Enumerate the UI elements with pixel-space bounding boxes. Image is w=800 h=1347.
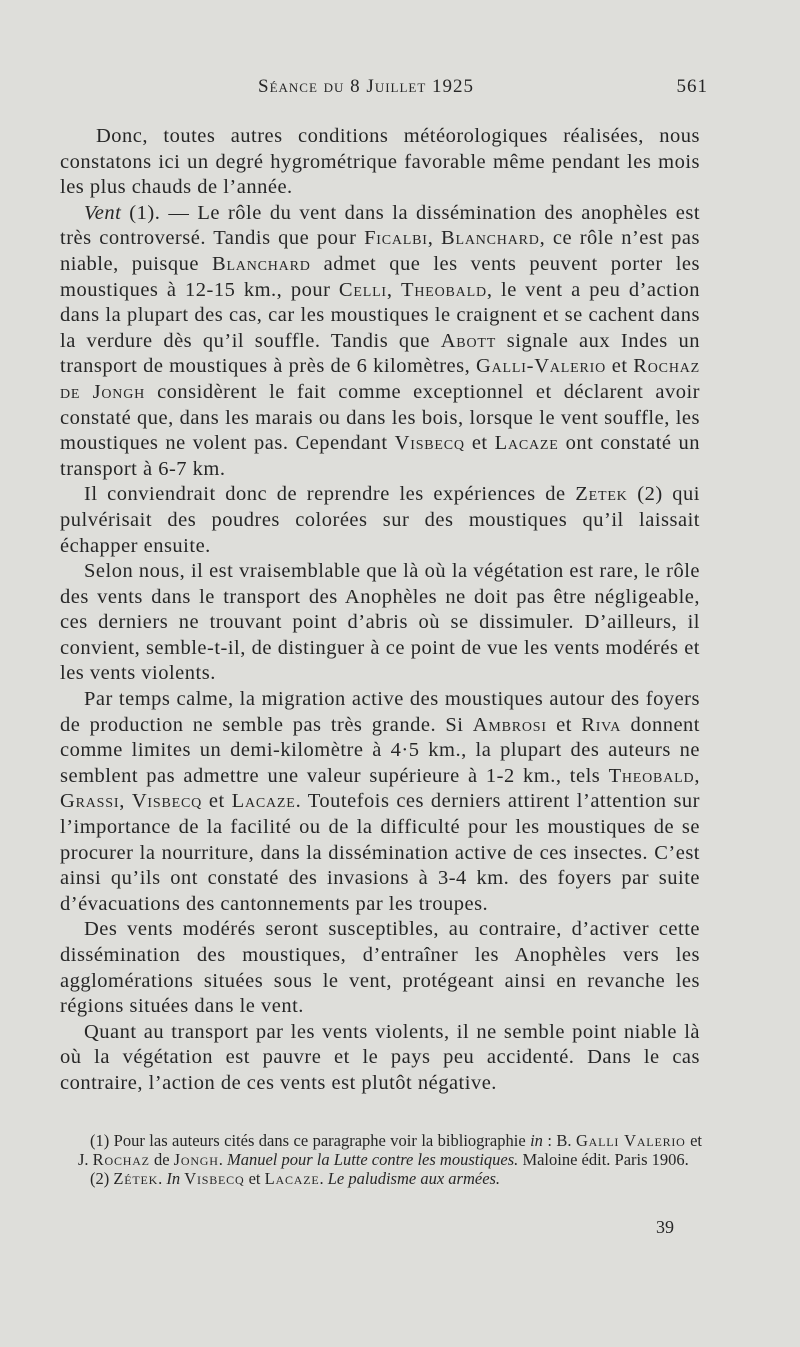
paragraph-3	[60, 482, 700, 559]
footnote-2	[78, 1169, 702, 1188]
paragraph-4: Selon nous, il est vraisemblable que là où la végétation est rare, le rôle des vents dans le transport des Anophèles ne doit pas être négligeable, ces derniers ne trouvant point d’abris où se dissimuler. D’ailleurs, il convient, semble-t-il, de distinguer à ce point de vue les vents modérés et les vents violents.	[60, 560, 700, 685]
text-run: et	[546, 713, 582, 736]
text-run: de	[149, 1150, 174, 1169]
text-run: signale aux Indes un transport de moustiques à près de 6 kilomètres,	[60, 329, 700, 378]
author-name: Visbecq	[394, 432, 465, 455]
text-run: ,	[119, 790, 132, 813]
author-name: Ambrosi	[472, 713, 547, 736]
text-run: , ce rôle n’est pas niable, puisque	[60, 227, 701, 275]
text-run: Par temps calme, la migration active des moustiques autour des foyers de production ne semble pas très grande. Si	[60, 688, 700, 736]
author-name: Galli-Valerio	[475, 355, 607, 378]
author-name: Galli Valerio	[575, 1131, 686, 1150]
text-run: .	[158, 1169, 167, 1188]
text-run: ,	[427, 227, 442, 250]
author-name: Blanchard	[441, 227, 540, 250]
text-run: Il conviendrait donc de reprendre les expériences de	[84, 483, 576, 506]
author-name: Ficalbi	[364, 227, 428, 250]
paragraph-7: Quant au transport par les vents violents, il ne semble point niable là où la végétation est pauvre et le pays peu accidenté. Dans le cas contraire, l’action de ces vents est plutôt négative.	[60, 1020, 700, 1094]
text-run: ont constaté un transport à 6-7 km.	[60, 432, 700, 480]
author-name: Lacaze	[264, 1169, 320, 1188]
author-name: Blanchard	[211, 252, 311, 275]
header-title: Séance du 8 Juillet 1925	[258, 76, 475, 97]
author-name: Abott	[440, 329, 497, 352]
text-run: donnent comme limites un demi-kilomètre à 4·5 km., la plupart des auteurs ne semblent pas admettre une valeur supérieure à 1-2 km., tels	[60, 713, 700, 787]
author-name: Theobald	[401, 278, 487, 301]
text-run: ,	[386, 278, 402, 301]
text-run: considèrent le fait comme exceptionnel et déclarent avoir constaté que, dans les marais ou dans les bois, lorsque le vent souffle, les moustiques ne volent pas. Cependant	[60, 380, 701, 455]
text-run: . Toutefois ces derniers attirent l’attention sur l’importance de la facilité ou de la difficulté pour les moustiques de se procurer la nourriture, dans la dissémination active de ces insectes. C’est ainsi qu’ils ont constaté des invasions à 3-4 km. des foyers par suite d’évacuations des cantonnements par les troupes.	[60, 790, 701, 915]
author-name: Zetek	[575, 483, 628, 506]
book-title: Le paludisme aux armées.	[327, 1169, 501, 1188]
section-heading: Vent	[84, 201, 122, 224]
author-name: Rochaz de Jongh	[60, 355, 700, 403]
author-name: Rochaz	[92, 1150, 150, 1169]
paragraph-2	[60, 201, 700, 483]
body-text	[60, 124, 700, 1097]
text-run: .	[319, 1169, 328, 1188]
signature-mark: 39	[656, 1217, 674, 1237]
author-name: Visbecq	[184, 1169, 245, 1188]
text-run: .	[218, 1150, 227, 1169]
author-name: Zétek	[113, 1169, 159, 1188]
text-run: et	[244, 1169, 265, 1188]
author-name: Celli	[338, 278, 387, 301]
text-run: (1) Pour las auteurs cités dans ce paragraphe voir la bibliographie	[90, 1131, 531, 1150]
text-run: (2)	[90, 1169, 114, 1188]
text-run: ,	[694, 764, 700, 787]
paragraph-6: Des vents modérés seront susceptibles, au contraire, d’activer cette dissémination des moustiques, d’entraîner les Anophèles vers les agglomérations situées sous le vent, protégeant ainsi en revanche les régions situées dans le vent.	[60, 918, 700, 1018]
paragraph-1: Donc, toutes autres conditions météorologiques réalisées, nous constatons ici un degré hygrométrique favorable même pendant les mois les plus chauds de l’année.	[60, 125, 700, 199]
text-run: Maloine édit. Paris 1906.	[518, 1150, 689, 1169]
author-name: Riva	[581, 713, 622, 736]
text-run: admet que les vents peuvent porter les moustiques à 12-15 km., pour	[60, 252, 700, 301]
text-run: — Le rôle du vent dans la dissémination des anophèles est très controversé. Tandis que pour	[60, 201, 701, 250]
text-run: et J.	[78, 1131, 702, 1169]
author-name: Visbecq	[131, 790, 203, 813]
author-name: Grassi	[60, 790, 120, 813]
author-name: Lacaze	[231, 790, 296, 813]
italic-in: In	[166, 1169, 181, 1188]
footnote-ref: (1).	[121, 201, 161, 224]
footnote-1	[78, 1131, 702, 1169]
text-run: , le vent a peu d’action dans la plupart des cas, car les moustiques le craignent et se cachent dans la verdure dès qu’il souffle. Tandis que	[60, 278, 701, 352]
text-run: : B.	[542, 1131, 576, 1150]
author-name: Lacaze	[494, 432, 559, 455]
text-run: et	[606, 355, 634, 378]
text-run: et	[202, 790, 232, 813]
running-header	[0, 76, 800, 106]
book-title: Manuel pour la Lutte contre les moustiques.	[226, 1150, 519, 1169]
italic-in: in	[530, 1131, 543, 1150]
author-name: Jongh	[173, 1150, 219, 1169]
text-run: (2) qui pulvérisait des poudres colorées sur des moustiques qu’il laissait échapper ensuite.	[60, 483, 700, 557]
footnotes	[78, 1131, 702, 1188]
text-run: et	[464, 432, 495, 455]
paragraph-5	[60, 687, 700, 917]
page-number: 561	[676, 76, 708, 97]
author-name: Theobald	[608, 764, 695, 787]
